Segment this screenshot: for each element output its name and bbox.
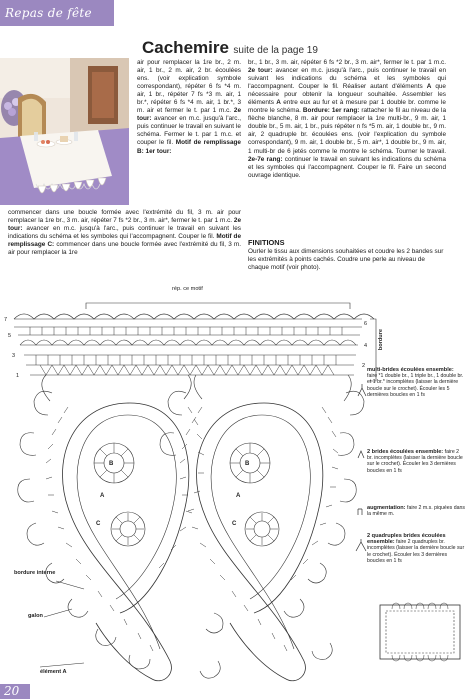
- article-title: [142, 38, 318, 58]
- legend-title: 2 brides écoulées ensemble:: [367, 449, 444, 455]
- bordure-label: Bordure: 1er rang:: [302, 107, 360, 115]
- motif-b-tour2: avancer en m.c. jusqu'à l'arc., puis continuer le travail en suivant les indications du schéma et les symboles qui l'accompagnent. Couper le fil.: [8, 225, 242, 241]
- motif-letter: C: [96, 521, 101, 527]
- col1-tour2-text: avancer en m.c. jusqu'à l'arc., puis continuer le travail en suivant le schéma. Fermer le t. par 1 m.c. et couper le fil.: [137, 115, 241, 147]
- col2-tour2-label: 2e tour:: [248, 67, 273, 75]
- row-number: 5: [8, 333, 12, 339]
- row-number: 2: [362, 363, 366, 369]
- rang2-label: 2e-7e rang:: [248, 155, 283, 163]
- rang2-text: continuer le travail en suivant les indications du schéma et les symboles qui l'accompagnent. Couper le fil. Faire un second ouvrage identique.: [248, 155, 446, 179]
- motif-letter: B: [245, 461, 250, 467]
- row-number: 7: [4, 317, 8, 323]
- legend-text: faire 2 m.s. piquées dans la même m.: [367, 505, 465, 518]
- col2-text: br., 1 br., 3 m. air, répéter 6 fs *2 br., 3 m. air*, fermer le t. par 1 m.c.: [248, 59, 446, 66]
- element-a-ref-2: A: [276, 99, 281, 107]
- legend-text: faire *1 double br., 1 triple br., 1 double br. et 1 br.* incomplètes (laisser la dernière boucle sur le crochet). Écouler les 5 dernières boucles en 1 fs: [367, 373, 464, 398]
- table-photo: [0, 58, 129, 205]
- motif-c-label: Motif de remplissage C:: [8, 233, 242, 249]
- motif-b-label: Motif de remplissage B: 1er tour:: [137, 139, 241, 155]
- bordure-interne-label: bordure interne: [14, 570, 56, 576]
- col2-assemble: que nécessaire pour obtenir la longueur souhaitée. Assembler les éléments: [248, 83, 446, 107]
- bordure-text: rattacher le fil au niveau de la flèche blanche, 8 m. air pour remplacer la 1re multi-br., 9 m. air, 1 double br., 5 m. air, 1 br., puis répéter n fs *5 m. air, 1 double br., 9 m. air, 2 quadruple br. écoulées ens. (voir l'explication du symbole correspondant), 9 m. air, 1 double br., 5 m. air*, 1 double br., 9 m. air, 1 multi-br de 6 jetés comme le montre le schéma. Tourner le travail.: [248, 107, 446, 155]
- legend-title: augmentation:: [367, 505, 406, 511]
- legend-title: 2 quadruples brides écoulées ensemble:: [367, 533, 446, 546]
- finitions-text: Ourler le tissu aux dimensions souhaitées et coudre les 2 bandes sur les extrémités à points cachés. Coudre une perle au niveau de chaque motif (voir photo).: [248, 248, 444, 272]
- page-number: 20: [4, 684, 20, 698]
- diagram-svg: [0, 283, 470, 699]
- col2-tour2-text: avancer en m.c. jusqu'à l'arc., puis continuer le travail en suivant les indications du schéma et les symboles qui l'accompagnent. Couper le fil. Réaliser autant d'éléments: [248, 67, 447, 91]
- legend-text: faire 2 quadruples br. incomplètes (laisser la dernière boucle sur le crochet). Écouler les 3 dernières boucles en 1 fs: [367, 539, 465, 564]
- section-title: Repas de fête: [5, 6, 92, 20]
- row-number: 3: [12, 353, 16, 359]
- motif-c-text: commencer dans une boucle formée avec l'extrémité du fil, 3 m. air pour remplacer la 1re: [8, 241, 241, 257]
- row-number: 4: [364, 343, 368, 349]
- finitions-heading: FINITIONS: [248, 238, 285, 247]
- element-a-ref: A: [426, 83, 432, 91]
- tour2-label: 2e tour:: [137, 107, 241, 123]
- element-a-label: élément A: [40, 669, 67, 675]
- tour2-label-b: 2e tour:: [8, 217, 241, 233]
- title-main: Cachemire: [142, 38, 229, 57]
- motif-letter: B: [109, 461, 114, 467]
- section-header: [0, 0, 114, 26]
- legend-text: faire 2 br. incomplètes (laisser la dernière boucle sur le crochet). Écouler les 3 dernières boucles en 1 fs: [367, 449, 463, 474]
- legend-item: [367, 367, 465, 398]
- legend-item: [367, 449, 465, 474]
- galon-label: galon: [28, 613, 43, 619]
- text-column-1: [137, 59, 241, 156]
- motif-letter: A: [236, 493, 241, 499]
- text-column-2: [248, 59, 446, 180]
- motif-letter: A: [100, 493, 105, 499]
- legend-item: [367, 533, 465, 564]
- col2-assemble-2: entre eux au fur et à mesure par 1 double br. comme le montre le schéma.: [248, 99, 446, 115]
- text-column-1b: [8, 209, 241, 257]
- legend-title: multi-brides écoulées ensemble:: [367, 367, 454, 373]
- bordure-label: bordure: [378, 329, 384, 351]
- title-sub: suite de la page 19: [233, 45, 318, 56]
- legend-item: [367, 505, 465, 517]
- page-number-tab: [0, 684, 30, 699]
- crochet-diagram: [0, 283, 470, 699]
- motif-letter: C: [232, 521, 237, 527]
- motif-b-text: commencer dans une boucle formée avec l'extrémité du fil, 3 m. air pour remplacer la 1re br., 3 m. air, répéter 7 fs *2 br., 3 m. air*, fermer le t. par 1 m.c.: [8, 209, 241, 225]
- row-number: 6: [364, 321, 368, 327]
- row-number: 1: [16, 373, 20, 379]
- rep-label: rép. ce motif: [172, 286, 203, 292]
- col1-text: air pour remplacer la 1re br., 2 m. air, 1 br., 2 m. air, 2 br. écoulées ens. (voir explication symbole correspondant), répéter 6 fs *4 m. air, 1 br., répéter 7 fs *3 m. air, 1 br.*, répéter 6 fs *4 m. air, 1 br.*, 3 m. air et fermer le t. par 1 m.c.: [137, 59, 241, 115]
